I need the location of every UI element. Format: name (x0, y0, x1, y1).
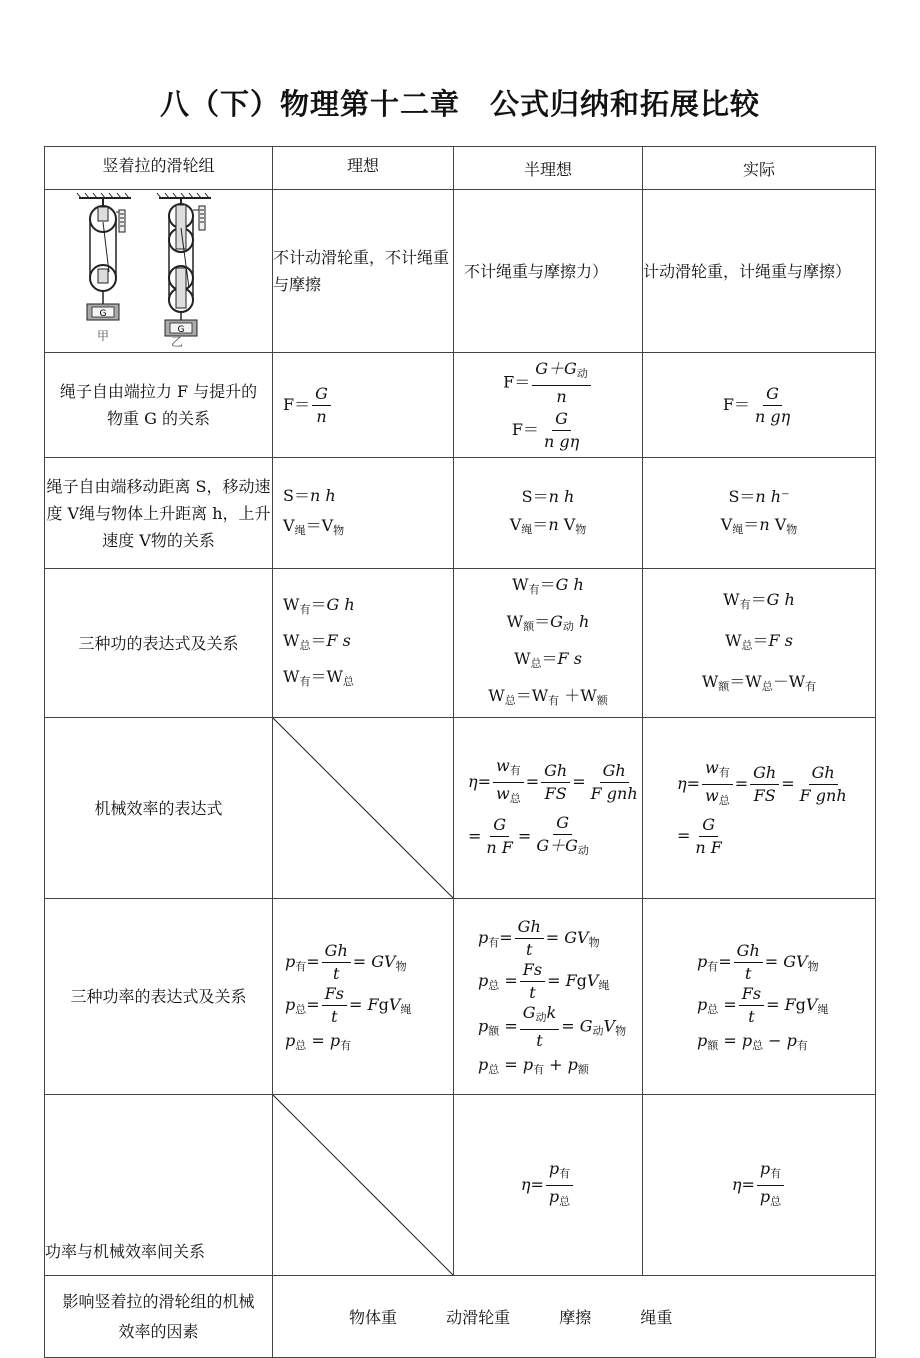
factor-friction: 摩擦 (559, 1308, 592, 1327)
distance-label: 绳子自由端移动距离 S，移动速度 V绳与物体上升距离 h，上升速度 V物的关系 (45, 458, 273, 569)
header-semi-ideal: 半理想 (454, 147, 643, 190)
weight-label-b: G (177, 324, 184, 335)
factors-row (45, 1276, 876, 1358)
semi-ideal-conditions: 不计绳重与摩擦力） (454, 190, 643, 353)
work-label: 三种功的表达式及关系 (45, 569, 273, 718)
work-actual: $W_有=G$ h $W_总=F$ s $W_额=W_总-W_有$ (643, 569, 876, 718)
factors-label: 影响竖着拉的滑轮组的机械效率的因素 (45, 1276, 273, 1358)
power-actual: $p_有=$ $\frac{Gh}{t}$ = $GV_物$ $p_总$ = $\frac{Fs}{t}$ = FgV$_绳$ $p_额 = p_总 - p_有$ (643, 899, 876, 1095)
power-row (45, 899, 876, 1095)
distance-ideal: S＝n h $V_绳=V_物$ (273, 458, 454, 569)
factor-object-weight: 物体重 (349, 1308, 398, 1327)
header-ideal: 理想 (273, 147, 454, 190)
distance-semi-ideal: S＝n h $V_绳=n$ $V_物$ (454, 458, 643, 569)
force-semi-ideal: F＝ $\frac{G+G_动}{n}$ F＝ $\frac{G}{\text{n gη}}$ (454, 353, 643, 458)
power-efficiency-semi-ideal: η= $\frac{p_有}{p_总}$ (454, 1095, 643, 1276)
figure-label-b: 乙 (170, 334, 183, 347)
pulley-row (45, 190, 876, 353)
force-row (45, 353, 876, 458)
efficiency-semi-ideal: η= $\frac{w_有}{w_总}$ = $\frac{Gh}{FS}$ = $\frac{Gh}{\text{F gnh}}$ = $\frac{G}{\text{n F}}$ = $\frac{G}{G+G_动}$ (454, 718, 643, 899)
factor-pulley-weight: 动滑轮重 (446, 1308, 511, 1327)
figure-label-a: 甲 (96, 328, 109, 343)
power-ideal: $p_有=$ $\frac{Gh}{t}$ = $GV_物$ $p_总=$ $\frac{Fs}{t}$ = FgV$_绳$ $p_总 = p_有$ (273, 899, 454, 1095)
pulley-figure-cell (45, 190, 273, 353)
power-label: 三种功率的表达式及关系 (45, 899, 273, 1095)
work-row (45, 569, 876, 718)
actual-conditions: 计动滑轮重，计绳重与摩擦） (643, 190, 876, 353)
power-efficiency-row (45, 1095, 876, 1276)
header-row (45, 147, 876, 190)
efficiency-label: 机械效率的表达式 (45, 718, 273, 899)
force-ideal: F＝ $\frac{G}{n}$ (273, 353, 454, 458)
factor-rope-weight: 绳重 (640, 1308, 673, 1327)
force-label: 绳子自由端拉力 F 与提升的物重 G 的关系 (45, 353, 273, 458)
factors-list (273, 1276, 876, 1358)
distance-actual: S＝n h⁻ $V_绳=n$ $V_物$ (643, 458, 876, 569)
work-semi-ideal: $W_有=G$ h $W_额=G_动$ h $W_总=F$ s $W_总=W_有 +W_额$ (454, 569, 643, 718)
header-actual: 实际 (643, 147, 876, 190)
efficiency-ideal-empty (273, 718, 454, 899)
efficiency-actual: η= $\frac{w_有}{w_总}$ = $\frac{Gh}{FS}$ = $\frac{Gh}{\text{F gnh}}$ = $\frac{G}{\text{n F}}$ (643, 718, 876, 899)
power-semi-ideal: $p_有=$ $\frac{Gh}{t}$ = $GV_物$ $p_总$ = $\frac{Fs}{t}$ = FgV$_绳$ $p_额$ = $\frac{G_动k}{t}$ = $G_动V_物$ $p_总 = p_有 + p_额$ (454, 899, 643, 1095)
pulley-system-a (77, 193, 131, 343)
ideal-conditions: 不计动滑轮重，不计绳重与摩擦 (273, 190, 454, 353)
work-ideal: $W_有=G$ h $W_总=F$ s $W_有=W_总$ (273, 569, 454, 718)
page-title: 八（下）物理第十二章 公式归纳和拓展比较 (159, 87, 760, 121)
power-efficiency-label: 功率与机械效率间关系 (45, 1095, 273, 1276)
diagonal-strike (273, 718, 453, 898)
weight-label-a: G (99, 308, 106, 319)
diagonal-strike (273, 1095, 453, 1275)
header-pulley-system: 竖着拉的滑轮组 (45, 147, 273, 190)
formula-table (44, 146, 876, 1358)
distance-row (45, 458, 876, 569)
force-actual: F＝ $\frac{G}{\text{n gη}}$ (643, 353, 876, 458)
pulley-diagram (59, 192, 259, 347)
power-efficiency-actual: η= $\frac{p_有}{p_总}$ (643, 1095, 876, 1276)
efficiency-row (45, 718, 876, 899)
power-efficiency-ideal-empty (273, 1095, 454, 1276)
pulley-system-b (157, 193, 211, 347)
